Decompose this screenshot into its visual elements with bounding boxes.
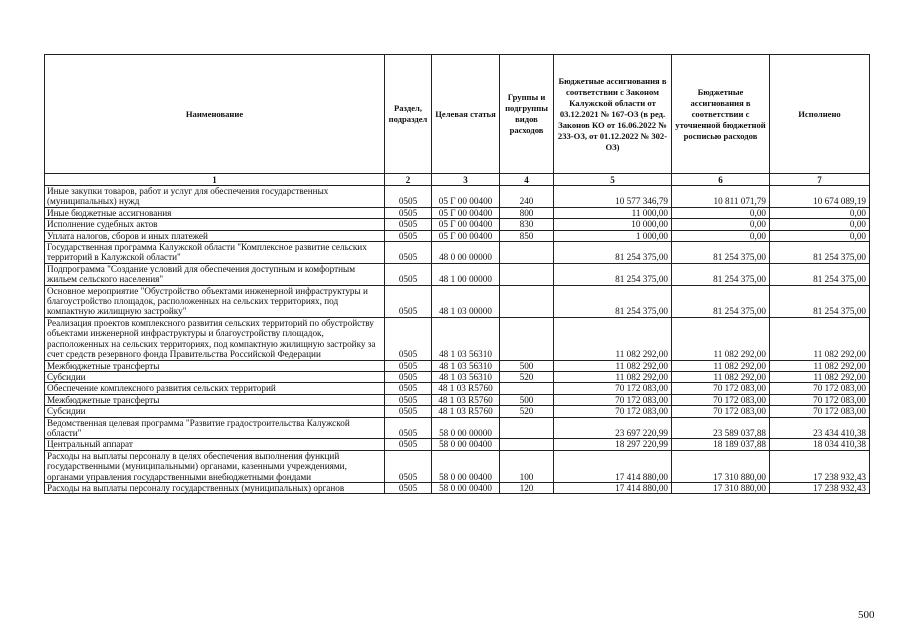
row-target-article-cell: 48 1 03 00000 (432, 285, 500, 317)
table-row (45, 450, 870, 482)
row-executed-cell: 17 238 932,43 (770, 482, 870, 493)
table-row (45, 371, 870, 382)
row-expense-group-cell (500, 242, 554, 264)
table-row (45, 360, 870, 371)
row-section-cell: 0505 (385, 317, 432, 360)
row-revised-allocation-cell: 0,00 (672, 207, 770, 218)
row-executed-cell: 11 082 292,00 (770, 360, 870, 371)
row-expense-group-cell (500, 417, 554, 439)
table-row (45, 439, 870, 450)
row-law-allocation-cell: 18 297 220,99 (554, 439, 672, 450)
row-revised-allocation-cell: 17 310 880,00 (672, 482, 770, 493)
row-law-allocation-cell: 81 254 375,00 (554, 242, 672, 264)
row-law-allocation-cell: 11 082 292,00 (554, 360, 672, 371)
row-name-cell: Уплата налогов, сборов и иных платежей (45, 230, 385, 241)
row-executed-cell: 70 172 083,00 (770, 394, 870, 405)
row-expense-group-cell: 800 (500, 207, 554, 218)
column-number: 2 (385, 174, 432, 186)
row-executed-cell: 0,00 (770, 207, 870, 218)
row-section-cell: 0505 (385, 439, 432, 450)
row-law-allocation-cell: 1 000,00 (554, 230, 672, 241)
row-expense-group-cell (500, 383, 554, 394)
table-body (45, 174, 870, 494)
row-expense-group-cell (500, 439, 554, 450)
row-law-allocation-cell: 70 172 083,00 (554, 383, 672, 394)
row-target-article-cell: 48 1 03 R5760 (432, 394, 500, 405)
header-law-allocations: Бюджетные ассигнования в соответствии с Законом Калужской области от 03.12.2021 № 167-ОЗ (в ред. Законов КО от 16.06.2022 № 233-ОЗ, от 01.12.2022 № 302-ОЗ) (554, 55, 672, 174)
row-target-article-cell: 48 1 03 R5760 (432, 406, 500, 417)
row-law-allocation-cell: 70 172 083,00 (554, 406, 672, 417)
row-section-cell: 0505 (385, 207, 432, 218)
budget-execution-table (44, 54, 870, 494)
row-target-article-cell: 58 0 00 00400 (432, 450, 500, 482)
row-section-cell: 0505 (385, 450, 432, 482)
row-revised-allocation-cell: 11 082 292,00 (672, 317, 770, 360)
row-law-allocation-cell: 11 082 292,00 (554, 317, 672, 360)
row-executed-cell: 17 238 932,43 (770, 450, 870, 482)
row-expense-group-cell: 240 (500, 186, 554, 208)
row-executed-cell: 18 034 410,38 (770, 439, 870, 450)
row-executed-cell: 0,00 (770, 219, 870, 230)
row-expense-group-cell (500, 263, 554, 285)
row-section-cell: 0505 (385, 360, 432, 371)
row-target-article-cell: 48 1 03 56310 (432, 371, 500, 382)
row-expense-group-cell: 500 (500, 360, 554, 371)
row-executed-cell: 10 674 089,19 (770, 186, 870, 208)
table-row (45, 207, 870, 218)
row-executed-cell: 81 254 375,00 (770, 285, 870, 317)
row-target-article-cell: 58 0 00 00400 (432, 482, 500, 493)
row-target-article-cell: 58 0 00 00000 (432, 417, 500, 439)
row-expense-group-cell: 850 (500, 230, 554, 241)
column-number: 4 (500, 174, 554, 186)
row-revised-allocation-cell: 11 082 292,00 (672, 360, 770, 371)
row-law-allocation-cell: 23 697 220,99 (554, 417, 672, 439)
row-section-cell: 0505 (385, 230, 432, 241)
row-executed-cell: 81 254 375,00 (770, 263, 870, 285)
row-law-allocation-cell: 70 172 083,00 (554, 394, 672, 405)
row-section-cell: 0505 (385, 394, 432, 405)
row-name-cell: Иные бюджетные ассигнования (45, 207, 385, 218)
table-row (45, 417, 870, 439)
row-revised-allocation-cell: 17 310 880,00 (672, 450, 770, 482)
row-law-allocation-cell: 10 000,00 (554, 219, 672, 230)
row-executed-cell: 81 254 375,00 (770, 242, 870, 264)
row-name-cell: Субсидии (45, 371, 385, 382)
row-expense-group-cell (500, 317, 554, 360)
row-target-article-cell: 48 0 00 00000 (432, 242, 500, 264)
row-section-cell: 0505 (385, 406, 432, 417)
row-name-cell: Иные закупки товаров, работ и услуг для обеспечения государственных (муниципальных) нужд (45, 186, 385, 208)
row-name-cell: Государственная программа Калужской области "Комплексное развитие сельских территорий в Калужской области" (45, 242, 385, 264)
table-row (45, 482, 870, 493)
row-expense-group-cell: 830 (500, 219, 554, 230)
column-number: 5 (554, 174, 672, 186)
row-law-allocation-cell: 81 254 375,00 (554, 263, 672, 285)
row-target-article-cell: 48 1 00 00000 (432, 263, 500, 285)
header-expense-groups: Группы и подгруппы видов расходов (500, 55, 554, 174)
column-number: 7 (770, 174, 870, 186)
row-target-article-cell: 05 Г 00 00400 (432, 207, 500, 218)
header-target-article: Целевая статья (432, 55, 500, 174)
row-target-article-cell: 58 0 00 00400 (432, 439, 500, 450)
row-name-cell: Подпрограмма "Создание условий для обеспечения доступным и комфортным жильем сельского населения" (45, 263, 385, 285)
table-row (45, 406, 870, 417)
row-expense-group-cell (500, 285, 554, 317)
row-target-article-cell: 05 Г 00 00400 (432, 219, 500, 230)
row-revised-allocation-cell: 11 082 292,00 (672, 371, 770, 382)
column-number: 1 (45, 174, 385, 186)
row-section-cell: 0505 (385, 219, 432, 230)
row-target-article-cell: 48 1 03 R5760 (432, 383, 500, 394)
row-revised-allocation-cell: 70 172 083,00 (672, 406, 770, 417)
column-number: 6 (672, 174, 770, 186)
row-target-article-cell: 05 Г 00 00400 (432, 230, 500, 241)
row-target-article-cell: 48 1 03 56310 (432, 317, 500, 360)
row-revised-allocation-cell: 10 811 071,79 (672, 186, 770, 208)
row-revised-allocation-cell: 81 254 375,00 (672, 242, 770, 264)
row-target-article-cell: 48 1 03 56310 (432, 360, 500, 371)
row-executed-cell: 0,00 (770, 230, 870, 241)
row-revised-allocation-cell: 18 189 037,88 (672, 439, 770, 450)
row-section-cell: 0505 (385, 417, 432, 439)
row-name-cell: Межбюджетные трансферты (45, 360, 385, 371)
row-target-article-cell: 05 Г 00 00400 (432, 186, 500, 208)
page-number: 500 (858, 609, 875, 621)
row-name-cell: Реализация проектов комплексного развития сельских территорий по обустройству объектами инженерной инфраструктуры и благоустройству площадок, расположенных на сельских территориях, под компактную жилищную застройку за счет средств резервного фонда Правительства Российской Федерации (45, 317, 385, 360)
row-section-cell: 0505 (385, 371, 432, 382)
table-row (45, 285, 870, 317)
row-expense-group-cell: 120 (500, 482, 554, 493)
row-expense-group-cell: 520 (500, 406, 554, 417)
row-expense-group-cell: 500 (500, 394, 554, 405)
table-row (45, 263, 870, 285)
table-row (45, 383, 870, 394)
header-executed: Исполнено (770, 55, 870, 174)
header-name: Наименование (45, 55, 385, 174)
row-expense-group-cell: 520 (500, 371, 554, 382)
row-law-allocation-cell: 81 254 375,00 (554, 285, 672, 317)
table-row (45, 317, 870, 360)
row-name-cell: Обеспечение комплексного развития сельских территорий (45, 383, 385, 394)
row-expense-group-cell: 100 (500, 450, 554, 482)
row-executed-cell: 70 172 083,00 (770, 406, 870, 417)
row-name-cell: Ведомственная целевая программа "Развитие градостроительства Калужской области" (45, 417, 385, 439)
row-executed-cell: 11 082 292,00 (770, 317, 870, 360)
column-number: 3 (432, 174, 500, 186)
row-name-cell: Расходы на выплаты персоналу в целях обеспечения выполнения функций государственными (муниципальными) органами, казенными учреждениями, органами управления государственными внебюджетными фондами (45, 450, 385, 482)
row-section-cell: 0505 (385, 263, 432, 285)
row-revised-allocation-cell: 70 172 083,00 (672, 394, 770, 405)
row-revised-allocation-cell: 81 254 375,00 (672, 285, 770, 317)
row-law-allocation-cell: 17 414 880,00 (554, 482, 672, 493)
row-revised-allocation-cell: 81 254 375,00 (672, 263, 770, 285)
row-revised-allocation-cell: 0,00 (672, 219, 770, 230)
row-name-cell: Субсидии (45, 406, 385, 417)
row-section-cell: 0505 (385, 186, 432, 208)
row-name-cell: Центральный аппарат (45, 439, 385, 450)
row-executed-cell: 11 082 292,00 (770, 371, 870, 382)
row-section-cell: 0505 (385, 482, 432, 493)
row-revised-allocation-cell: 0,00 (672, 230, 770, 241)
row-name-cell: Основное мероприятие "Обустройство объектами инженерной инфраструктуры и благоустройство площадок, расположенных на сельских территориях, под компактную жилищную застройку" (45, 285, 385, 317)
table-row (45, 219, 870, 230)
row-name-cell: Межбюджетные трансферты (45, 394, 385, 405)
row-revised-allocation-cell: 70 172 083,00 (672, 383, 770, 394)
table-row (45, 230, 870, 241)
table-row (45, 394, 870, 405)
row-section-cell: 0505 (385, 242, 432, 264)
table-row (45, 186, 870, 208)
row-name-cell: Расходы на выплаты персоналу государственных (муниципальных) органов (45, 482, 385, 493)
table-row (45, 242, 870, 264)
row-law-allocation-cell: 11 000,00 (554, 207, 672, 218)
header-section: Раздел, подраздел (385, 55, 432, 174)
row-law-allocation-cell: 10 577 346,79 (554, 186, 672, 208)
row-section-cell: 0505 (385, 383, 432, 394)
row-law-allocation-cell: 11 082 292,00 (554, 371, 672, 382)
row-executed-cell: 70 172 083,00 (770, 383, 870, 394)
row-name-cell: Исполнение судебных актов (45, 219, 385, 230)
row-executed-cell: 23 434 410,38 (770, 417, 870, 439)
row-revised-allocation-cell: 23 589 037,88 (672, 417, 770, 439)
header-revised-allocations: Бюджетные ассигнования в соответствии с уточненной бюджетной росписью расходов (672, 55, 770, 174)
column-number-row (45, 174, 870, 186)
row-law-allocation-cell: 17 414 880,00 (554, 450, 672, 482)
row-section-cell: 0505 (385, 285, 432, 317)
table-header (45, 55, 870, 174)
